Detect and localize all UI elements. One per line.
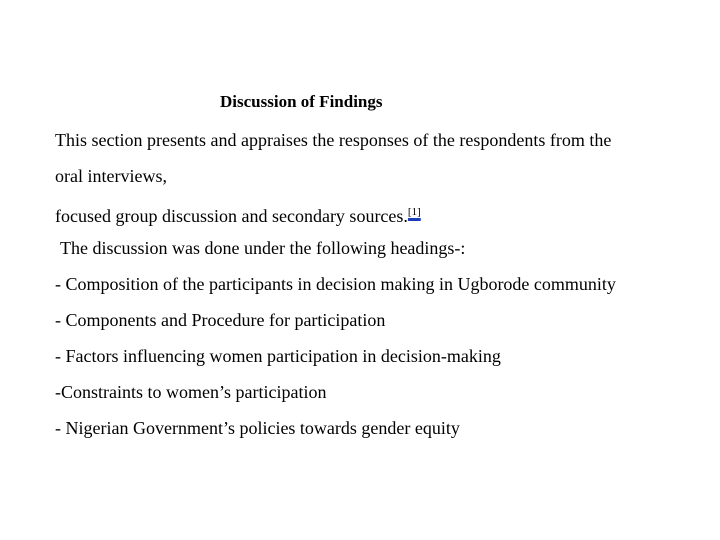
intro-line-3-text: focused group discussion and secondary sources. <box>55 206 408 226</box>
intro-line-3 <box>55 200 421 228</box>
reference-link[interactable]: [1] <box>407 206 421 218</box>
list-item: - Components and Procedure for participation <box>55 310 386 330</box>
list-item: - Factors influencing women participation in decision-making <box>55 346 501 366</box>
list-item: - Nigerian Government’s policies towards gender equity <box>55 418 460 438</box>
list-item: -Constraints to women’s participation <box>55 382 327 402</box>
intro-line-1: This section presents and appraises the responses of the respondents from the <box>55 130 612 150</box>
headings-intro: The discussion was done under the following headings-: <box>60 238 466 258</box>
list-item: - Composition of the participants in decision making in Ugborode community <box>55 274 616 294</box>
intro-line-2: oral interviews, <box>55 166 167 186</box>
section-heading: Discussion of Findings <box>220 92 383 111</box>
